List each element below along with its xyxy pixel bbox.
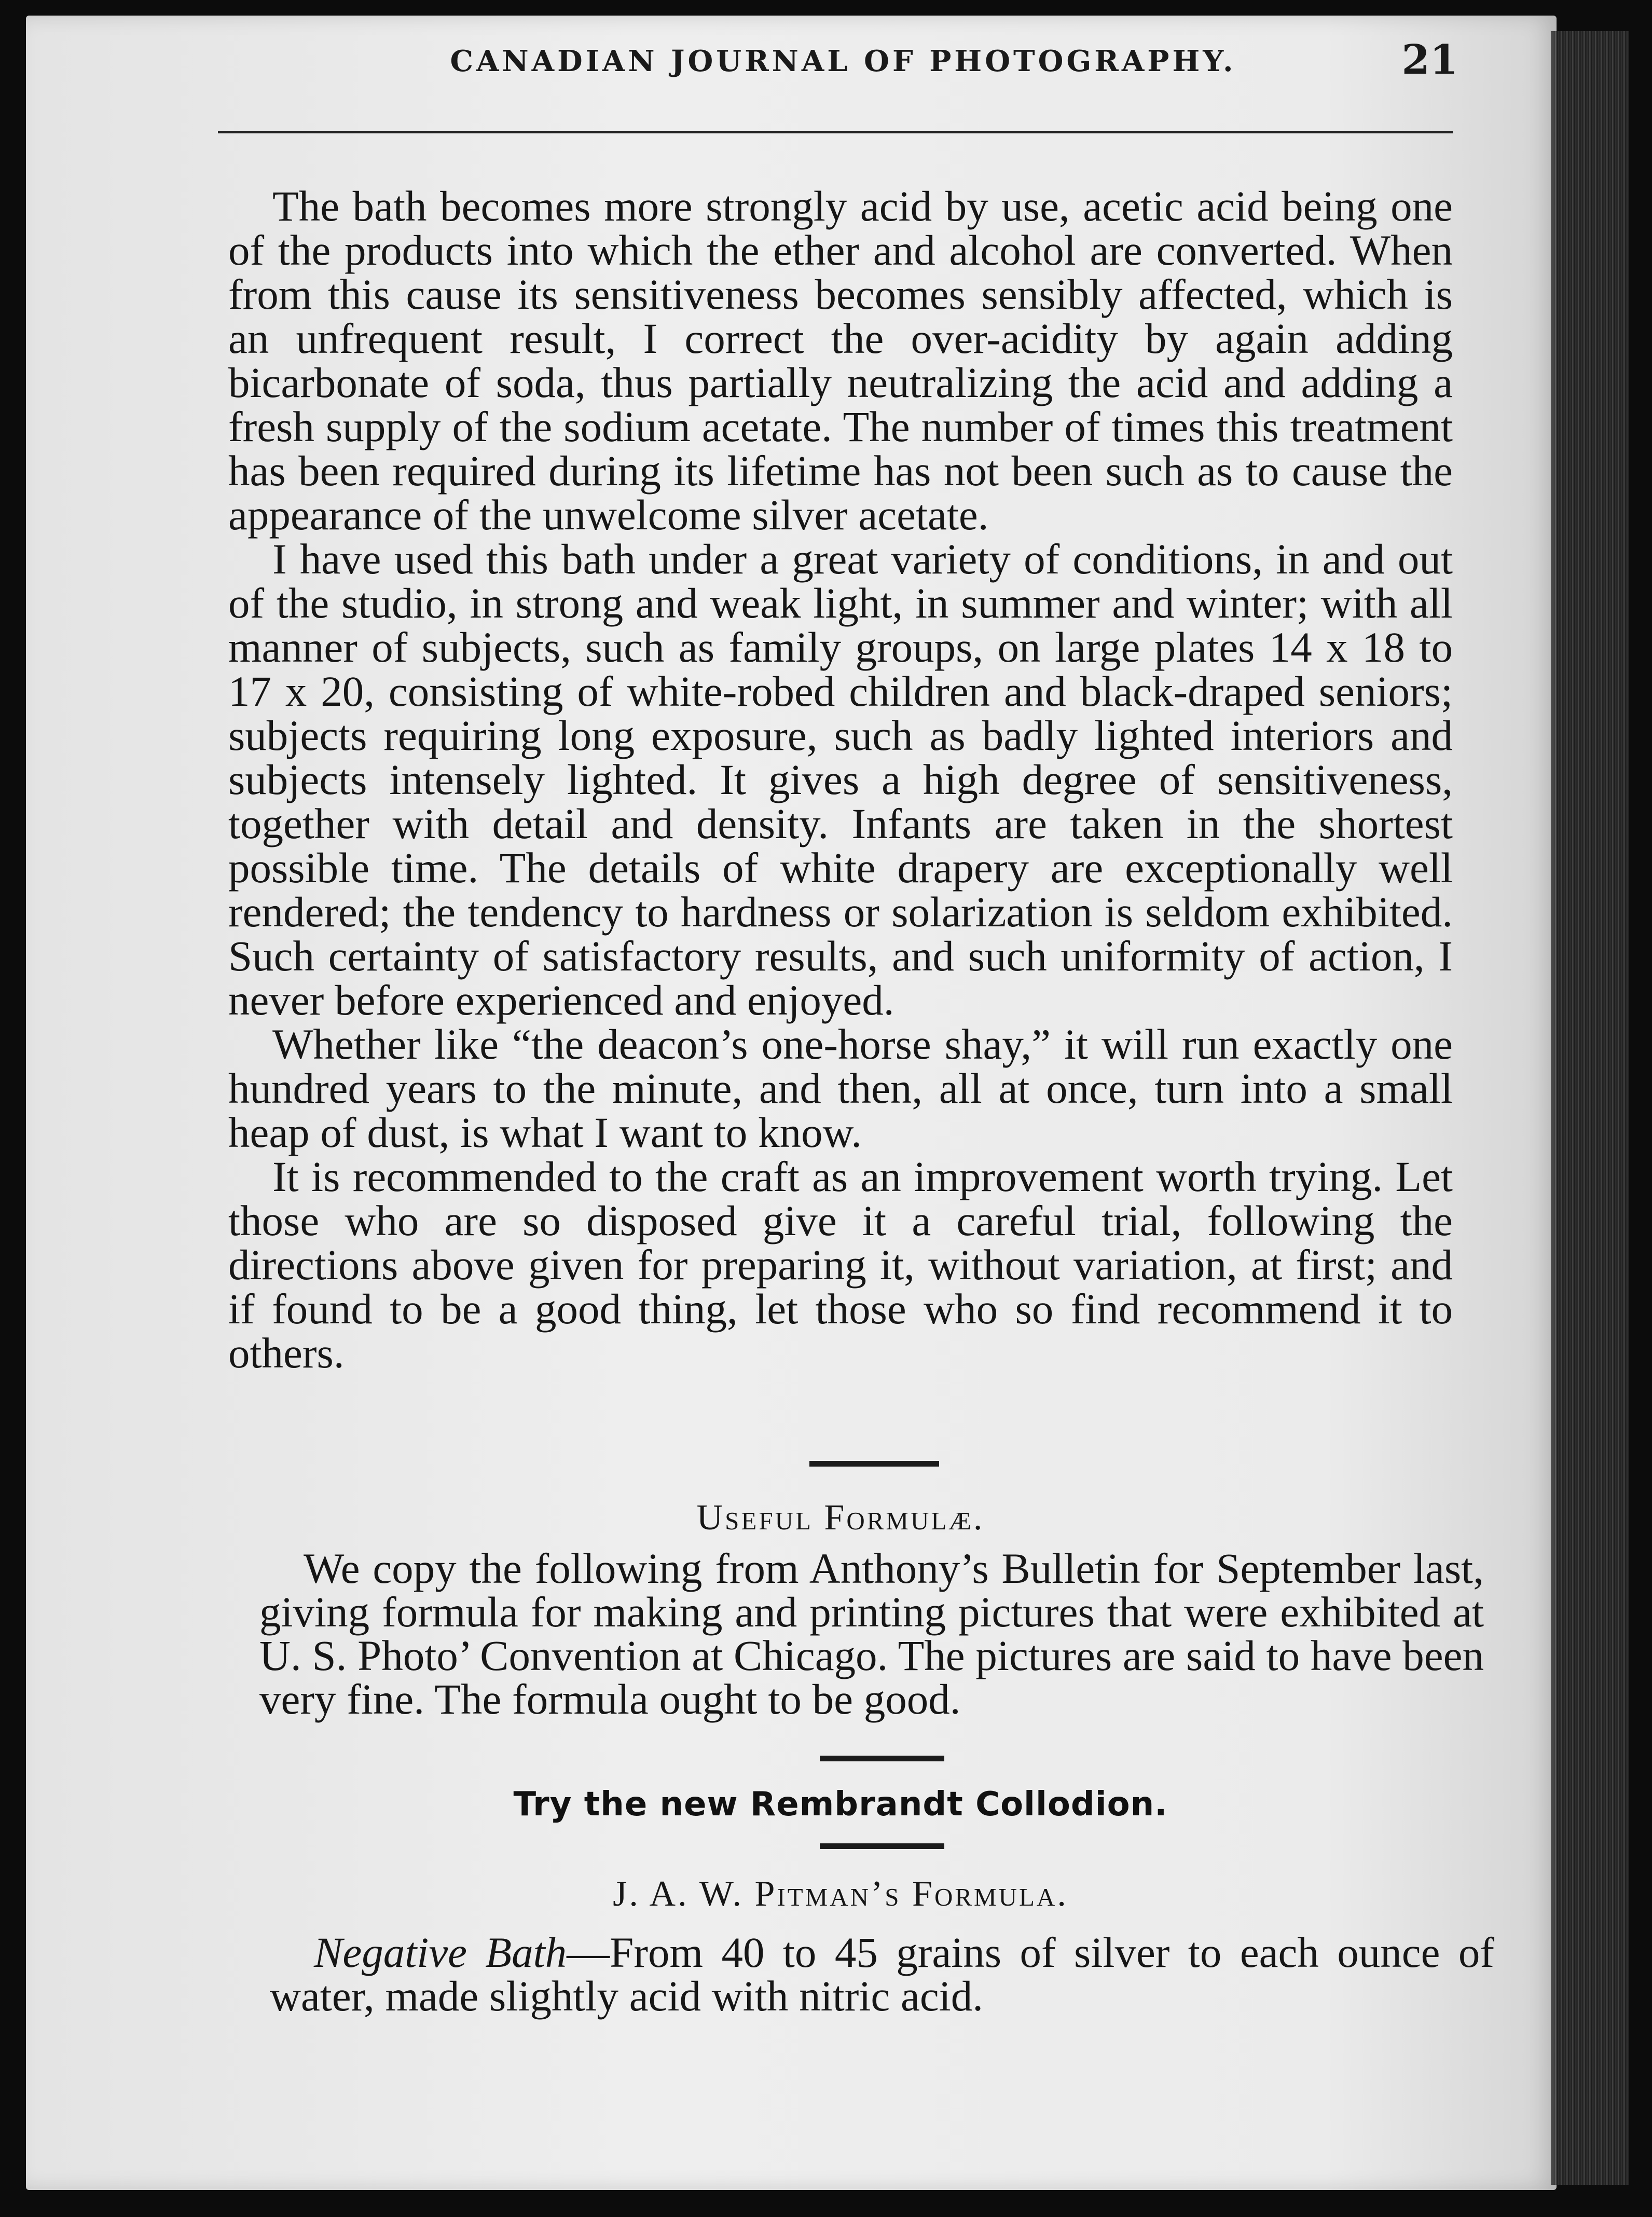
ad-rule-top (820, 1756, 944, 1761)
article-body (228, 184, 1453, 1375)
pitman-formula-heading: J. A. W. Pitman’s Formula. (613, 1874, 1068, 1914)
negative-bath-paragraph (270, 1928, 1494, 2020)
book-page-edges (1551, 31, 1629, 2185)
paragraph-deacon-shay: Whether like “the deacon’s one-horse shay,” it will run exactly one hundred years to the minute, and then, all at once, turn into a small heap of dust, is what I want to know. (228, 1020, 1453, 1156)
section-divider (809, 1461, 939, 1467)
negative-bath-label: Negative Bath (314, 1928, 567, 1976)
useful-formulae-paragraph: We copy the following from Anthony’s Bulletin for September last, giving formula for making and printing pictures that were exhibited at U. S. Photo’ Convention at Chicago. The pictures are said to have been very fine. The formula ought to be good. (259, 1544, 1484, 1723)
negative-bath-instructions: —From 40 to 45 grains of silver to each ounce of water, made slightly acid with nitric acid. (270, 1928, 1494, 2020)
paragraph-conditions: I have used this bath under a great variety of conditions, in and out of the studio, in strong and weak light, in summer and winter; with all manner of subjects, such as family groups, on large plates 14 x 18 to 17 x 20, consisting of white-robed children and black-draped seniors; subjects requiring long exposure, such as badly lighted interiors and subjects intensely lighted. It gives a high degree of sensitiveness, together with detail and density. Infants are taken in the shortest possible time. The details of white drapery are exceptionally well rendered; the tendency to hardness or solarization is seldom exhibited. Such certainty of satisfactory results, and such uniformity of action, I never before experienced and enjoyed. (228, 535, 1453, 1024)
header-rule (218, 131, 1453, 133)
useful-formulae-heading: Useful Formulæ. (696, 1498, 985, 1538)
running-title: CANADIAN JOURNAL OF PHOTOGRAPHY. (450, 44, 1236, 78)
useful-formulae-text (259, 1544, 1484, 1723)
page-number: 21 (1401, 36, 1458, 84)
pitman-formula-text (270, 1928, 1494, 2020)
paragraph-acid-bath: The bath becomes more strongly acid by use, acetic acid being one of the products into which the ether and alcohol are converted. When from this cause its sensitiveness becomes sensibly affected, which is an unfrequent result, I correct the over-acidity by again adding bicarbonate of soda, thus partially neutralizing the acid and adding a fresh supply of the sodium acetate. The number of times this treatment has been required during its lifetime has not been such as to cause the appearance of the unwelcome silver acetate. (228, 182, 1453, 539)
rembrandt-collodion-ad: Try the new Rembrandt Collodion. (513, 1785, 1168, 1824)
ad-rule-bottom (820, 1843, 944, 1849)
paragraph-recommendation: It is recommended to the craft as an improvement worth trying. Let those who are so disposed give it a careful trial, following the directions above given for preparing it, without variation, at first; and if found to be a good thing, let those who so find recommend it to others. (228, 1153, 1453, 1377)
